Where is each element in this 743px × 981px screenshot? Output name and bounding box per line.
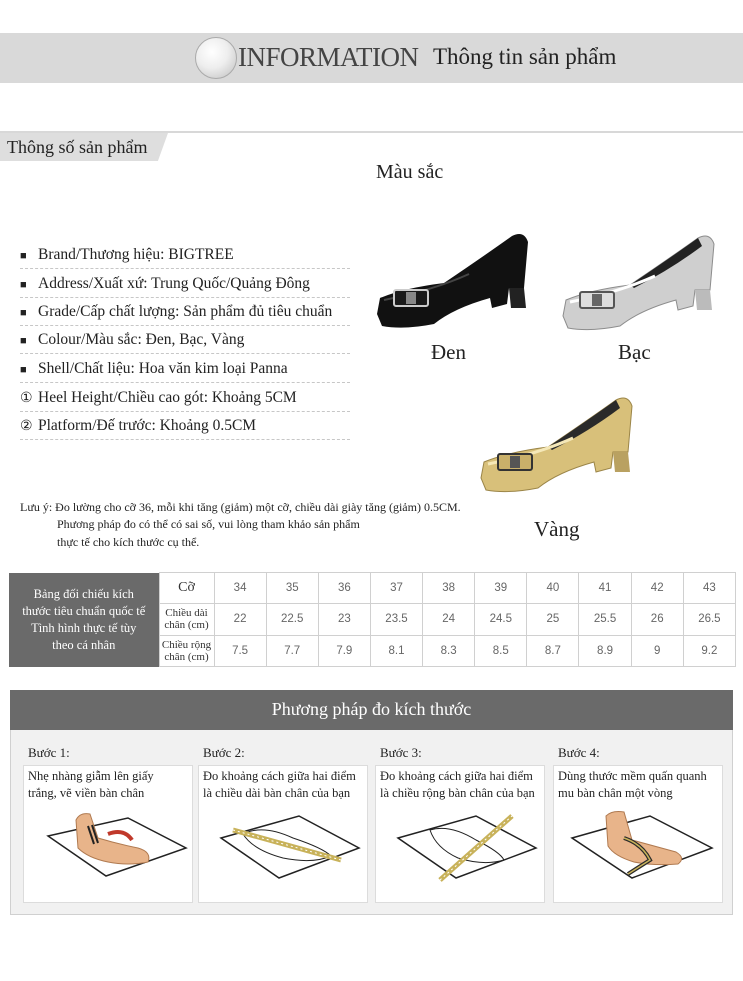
bullet-icon: ■: [20, 250, 27, 262]
table-cell: 39: [475, 573, 527, 604]
table-cell: 7.7: [266, 635, 318, 666]
size-row-header: Cỡ: [159, 573, 214, 604]
header-title-vi: Thông tin sản phẩm: [433, 44, 617, 69]
spec-text: Address/Xuất xứ: Trung Quốc/Quảng Đông: [38, 275, 310, 292]
foot-width-illustration: [380, 808, 542, 888]
color-title: Màu sắc: [376, 161, 444, 183]
bullet-icon: ■: [20, 307, 27, 319]
width-row-header: [159, 635, 214, 666]
table-cell: 22: [214, 604, 266, 635]
spec-item: [20, 298, 350, 326]
section-tab-label: Thông số sản phẩm: [7, 137, 148, 157]
table-cell: 26.5: [683, 604, 735, 635]
note-line: Phương pháp đo có thể có sai số, vui lòng tham khảo sản phẩm: [57, 517, 360, 531]
step-text: [203, 768, 371, 802]
table-cell: 22.5: [266, 604, 318, 635]
table-cell: 8.5: [475, 635, 527, 666]
table-cell: 34: [214, 573, 266, 604]
foot-length-illustration: [203, 808, 365, 888]
step-text-line: là chiều rộng bàn chân của bạn: [380, 786, 535, 800]
step-text-line: trắng, vẽ viền bàn chân: [28, 786, 145, 800]
spec-text: Shell/Chất liệu: Hoa văn kim loại Panna: [38, 360, 288, 377]
spec-item: [20, 384, 350, 412]
step-text-line: Đo khoảng cách giữa hai điểm: [380, 769, 533, 783]
table-cell: 41: [579, 573, 631, 604]
header-circle-icon: [195, 37, 237, 79]
silver-shoe-image: [560, 230, 720, 335]
spec-text: Colour/Màu sắc: Đen, Bạc, Vàng: [38, 331, 245, 348]
table-cell: 37: [370, 573, 422, 604]
lead-line: thước tiêu chuẩn quốc tế: [22, 603, 146, 618]
gold-shoe-image: [478, 392, 638, 497]
table-cell: 25: [527, 604, 579, 635]
rowhead-line: Chiều dài: [165, 607, 208, 620]
spec-text: Brand/Thương hiệu: BIGTREE: [38, 246, 234, 263]
rowhead-line: Chiều rộng: [161, 638, 212, 651]
table-cell: 23.5: [370, 604, 422, 635]
spec-item: [20, 326, 350, 354]
section-divider: [0, 131, 743, 133]
table-cell: 8.9: [579, 635, 631, 666]
table-cell: 26: [631, 604, 683, 635]
table-cell: 23: [318, 604, 370, 635]
step-label: Bước 3:: [380, 745, 422, 760]
table-cell: 25.5: [579, 604, 631, 635]
black-shoe-image: [374, 228, 534, 333]
foot-tracing-illustration: [28, 808, 190, 888]
step-text-line: Nhẹ nhàng giẫm lên giấy: [28, 769, 154, 783]
spec-item: [20, 355, 350, 383]
bullet-icon: ■: [20, 279, 27, 291]
number-one-icon: ①: [20, 391, 33, 406]
length-row-header: [159, 604, 214, 635]
bullet-icon: ■: [20, 335, 27, 347]
color-label-silver: Bạc: [618, 340, 651, 364]
note-line: Lưu ý: Đo lường cho cỡ 36, mỗi khi tăng (giảm) một cỡ, chiều dài giày tăng (giảm) 0.5CM.: [20, 500, 461, 514]
rowhead-line: chân (cm): [164, 619, 209, 632]
table-row: [9, 573, 736, 604]
step-text-line: Dùng thước mềm quấn quanh: [558, 769, 707, 783]
table-cell: 43: [683, 573, 735, 604]
lead-line: theo cá nhân: [52, 637, 116, 652]
table-cell: 8.3: [423, 635, 475, 666]
spec-text: Heel Height/Chiều cao gót: Khoảng 5CM: [38, 389, 297, 406]
step-text: [380, 768, 548, 802]
note-line: thực tế cho kích thước cụ thể.: [57, 535, 200, 549]
bullet-icon: ■: [20, 364, 27, 376]
table-cell: 8.1: [370, 635, 422, 666]
table-cell: 8.7: [527, 635, 579, 666]
spec-item: [20, 412, 350, 440]
table-cell: 9: [631, 635, 683, 666]
spec-text: Grade/Cấp chất lượng: Sản phẩm đủ tiêu chuẩn: [38, 303, 333, 320]
table-cell: 7.5: [214, 635, 266, 666]
color-label-black: Đen: [431, 340, 466, 364]
number-two-icon: ②: [20, 419, 33, 434]
header-title-en: INFORMATION: [238, 42, 419, 72]
measure-title: Phương pháp đo kích thước: [271, 699, 472, 719]
lead-line: Tình hình thực tế tùy: [31, 620, 137, 635]
table-lead-cell: [9, 573, 159, 667]
spec-text: Platform/Đế trước: Khoảng 0.5CM: [38, 417, 257, 434]
table-cell: 7.9: [318, 635, 370, 666]
step-text-line: là chiều dài bàn chân của bạn: [203, 786, 351, 800]
step-text: [558, 768, 726, 802]
color-label-gold: Vàng: [534, 517, 580, 541]
step-text-line: Đo khoảng cách giữa hai điểm: [203, 769, 356, 783]
table-cell: 35: [266, 573, 318, 604]
spec-item: [20, 241, 350, 269]
step-text-line: mu bàn chân một vòng: [558, 786, 673, 800]
step-label: Bước 4:: [558, 745, 600, 760]
size-table: [9, 572, 736, 667]
lead-line: Bảng đối chiếu kích: [33, 586, 134, 601]
table-cell: 38: [423, 573, 475, 604]
table-cell: 24: [423, 604, 475, 635]
step-label: Bước 1:: [28, 745, 70, 760]
foot-girth-illustration: [558, 808, 720, 888]
step-label: Bước 2:: [203, 745, 245, 760]
spec-item: [20, 270, 350, 298]
table-cell: 36: [318, 573, 370, 604]
step-text: [28, 768, 196, 802]
table-cell: 24.5: [475, 604, 527, 635]
table-cell: 40: [527, 573, 579, 604]
rowhead-line: chân (cm): [164, 650, 209, 663]
table-cell: 42: [631, 573, 683, 604]
table-cell: 9.2: [683, 635, 735, 666]
